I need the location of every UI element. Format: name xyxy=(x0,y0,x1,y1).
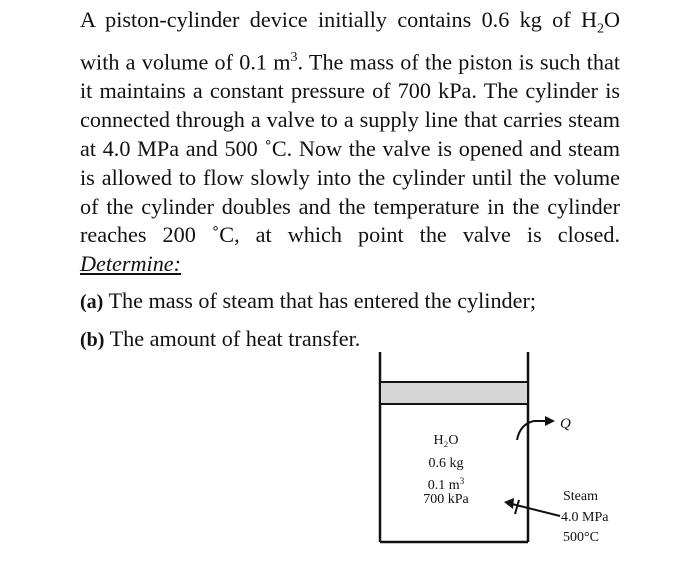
part-a-label: (a) xyxy=(80,291,104,313)
h2o-label: H₂O xyxy=(433,433,459,448)
pressure-label: 700 kPa xyxy=(423,492,469,507)
h2o-subscript: 2 xyxy=(596,21,604,37)
part-b-text: The amount of heat transfer. xyxy=(104,325,361,351)
steam-temperature-label: 500°C xyxy=(563,530,599,545)
h2o-o: O xyxy=(603,7,620,32)
part-a-text: The mass of steam that has entered the cylinder; xyxy=(103,288,537,313)
determine-label: Determine: xyxy=(80,251,182,277)
valve-mark xyxy=(515,500,519,514)
statement-mid: with a volume of 0.1 m xyxy=(80,49,291,75)
statement-start: A piston-cylinder device initially contains 0.6 kg of xyxy=(80,7,581,32)
volume-value: 0.1 m xyxy=(427,478,460,493)
volume-superscript: 3 xyxy=(459,476,465,486)
part-b-label: (b) xyxy=(80,328,105,351)
heat-arrow-head xyxy=(545,416,555,426)
heat-label: Q xyxy=(560,416,571,432)
heat-arrow-line xyxy=(517,421,548,440)
steam-inlet-line xyxy=(512,504,560,516)
volume-label xyxy=(428,476,465,493)
piston xyxy=(381,382,527,404)
statement-rest: . The mass of the piston is such that it maintains a constant pressure of 700 kPa. The cylinder is connected through a valve to a supply line that carries steam at 4.0 MPa and 500 ˚C. Now the valve is opened and steam is allowed to flow slowly into the cylinder until the volume of the cylinder doubles and the temperature in the cylinder reaches 200 ˚C, at which point the valve is closed. xyxy=(80,49,620,248)
m3-superscript: 3 xyxy=(290,50,298,66)
mass-label: 0.6 kg xyxy=(428,456,464,471)
h2o-h: H xyxy=(580,7,597,32)
steam-arrow-head xyxy=(504,498,514,509)
steam-pressure-label: 4.0 MPa xyxy=(561,510,609,525)
steam-label: Steam xyxy=(563,489,598,504)
